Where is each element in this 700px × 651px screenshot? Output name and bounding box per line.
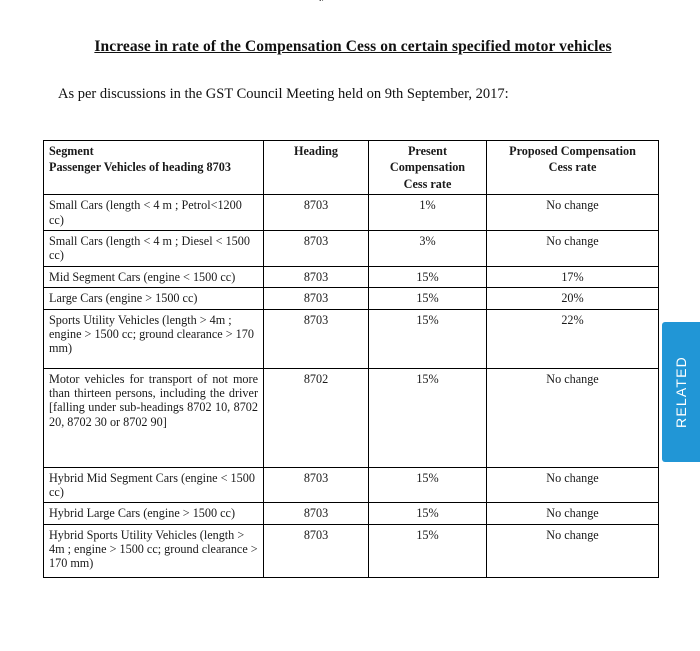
column-header-present-cess: [369, 141, 487, 195]
cell-segment: Hybrid Large Cars (engine > 1500 cc): [44, 503, 264, 524]
cell-proposed-rate: No change: [487, 368, 659, 467]
table-header-row: [44, 141, 659, 195]
column-header-segment: [44, 141, 264, 195]
proposed-cess-line2: Cess rate: [548, 160, 597, 175]
table-row: [44, 195, 659, 231]
compensation-cess-table: [43, 140, 659, 578]
cell-present-rate: 15%: [369, 368, 487, 467]
table-row: [44, 503, 659, 524]
cell-heading: 8703: [264, 266, 369, 287]
cell-heading: 8703: [264, 503, 369, 524]
proposed-cess-line1: Proposed Compensation: [509, 144, 636, 158]
cell-heading: 8703: [264, 467, 369, 503]
cell-proposed-rate: 20%: [487, 288, 659, 309]
present-cess-line3: Cess rate: [403, 176, 452, 191]
column-header-heading: Heading: [264, 141, 369, 195]
related-sidebar-tab[interactable]: [662, 322, 700, 462]
cell-present-rate: 1%: [369, 195, 487, 231]
cell-present-rate: 15%: [369, 467, 487, 503]
cell-segment: Large Cars (engine > 1500 cc): [44, 288, 264, 309]
cell-proposed-rate: No change: [487, 503, 659, 524]
cell-segment: Hybrid Sports Utility Vehicles (length > 4m ; engine > 1500 cc; ground clearance > 170 mm): [44, 524, 264, 577]
cell-heading: 8703: [264, 195, 369, 231]
cell-present-rate: 3%: [369, 230, 487, 266]
cell-proposed-rate: No change: [487, 467, 659, 503]
cell-segment: Motor vehicles for transport of not more than thirteen persons, including the driver [falling under sub-headings 8702 10, 8702 20, 8702 30 or 8702 90]: [44, 368, 264, 467]
table-row: [44, 467, 659, 503]
column-header-segment-line1: Segment: [49, 144, 94, 158]
cell-proposed-rate: No change: [487, 195, 659, 231]
cell-present-rate: 15%: [369, 309, 487, 368]
page-subtitle: As per discussions in the GST Council Meeting held on 9th September, 2017:: [58, 86, 509, 102]
cell-heading: 8703: [264, 309, 369, 368]
cell-present-rate: 15%: [369, 288, 487, 309]
cell-segment: Small Cars (length < 4 m ; Petrol<1200 cc): [44, 195, 264, 231]
table-row: [44, 524, 659, 577]
cell-heading: 8702: [264, 368, 369, 467]
column-header-segment-line2: Passenger Vehicles of heading 8703: [49, 160, 231, 175]
cell-segment: Sports Utility Vehicles (length > 4m ; engine > 1500 cc; ground clearance > 170 mm): [44, 309, 264, 368]
cell-proposed-rate: No change: [487, 230, 659, 266]
cell-proposed-rate: No change: [487, 524, 659, 577]
cell-proposed-rate: 17%: [487, 266, 659, 287]
related-sidebar-label: RELATED: [673, 356, 689, 428]
top-text-fragment: [318, 0, 378, 1]
cell-heading: 8703: [264, 288, 369, 309]
table-row: [44, 309, 659, 368]
cell-heading: 8703: [264, 230, 369, 266]
present-cess-line2: Compensation: [389, 160, 466, 175]
table-row: [44, 288, 659, 309]
page-title: Increase in rate of the Compensation Cess on certain specified motor vehicles: [94, 38, 612, 55]
cell-present-rate: 15%: [369, 524, 487, 577]
cell-segment: Mid Segment Cars (engine < 1500 cc): [44, 266, 264, 287]
cell-present-rate: 15%: [369, 503, 487, 524]
cell-proposed-rate: 22%: [487, 309, 659, 368]
table-row: [44, 368, 659, 467]
cell-segment: Hybrid Mid Segment Cars (engine < 1500 cc): [44, 467, 264, 503]
column-header-proposed-cess: [487, 141, 659, 195]
table-row: [44, 230, 659, 266]
cell-heading: 8703: [264, 524, 369, 577]
cell-present-rate: 15%: [369, 266, 487, 287]
present-cess-line1: Present: [407, 144, 448, 158]
table-row: [44, 266, 659, 287]
cell-segment: Small Cars (length < 4 m ; Diesel < 1500 cc): [44, 230, 264, 266]
